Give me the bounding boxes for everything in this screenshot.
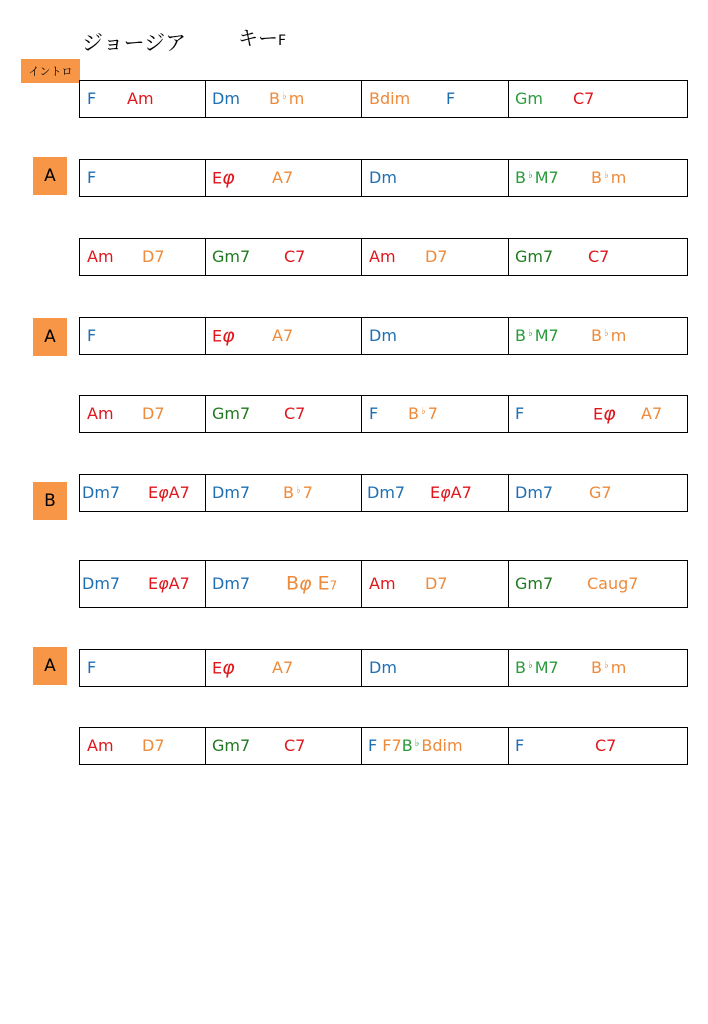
chord: Dm7 — [212, 574, 251, 593]
chord — [212, 656, 235, 679]
chord — [430, 485, 472, 501]
chord: Am — [87, 404, 114, 423]
chord: Dm7 — [212, 483, 251, 502]
chord — [515, 328, 559, 344]
chord: G7 — [589, 483, 612, 502]
chord: Am — [369, 247, 396, 266]
bar-cell — [206, 318, 362, 354]
flat-sign: ♭ — [603, 660, 609, 671]
section-label-intro: イントロ — [21, 59, 80, 83]
chord-root: E — [212, 168, 223, 188]
chord: F — [515, 736, 525, 755]
chord — [212, 166, 235, 189]
chord: C7 — [588, 247, 610, 266]
half-dim-sign: φ — [440, 483, 451, 502]
key-indicator — [238, 22, 286, 51]
chord-root: B — [401, 736, 413, 755]
chord — [212, 324, 235, 347]
bar-cell — [362, 650, 509, 686]
chord: Am — [369, 574, 396, 593]
chord-root: E — [430, 483, 441, 502]
flat-sign: ♭ — [281, 91, 287, 102]
chord: Dm — [212, 89, 240, 108]
chord-root: B — [515, 658, 526, 677]
chord: Gm7 — [515, 574, 554, 593]
chord: D7 — [142, 404, 165, 423]
bar-cell — [362, 728, 509, 764]
chord: Am — [87, 736, 114, 755]
bar-cell — [509, 81, 687, 117]
chord: Dm — [369, 326, 397, 345]
chord-root: E — [317, 572, 330, 595]
bar-cell — [362, 396, 509, 432]
chord: D7 — [425, 247, 448, 266]
chord-root: E — [593, 404, 604, 424]
chord: C7 — [595, 736, 617, 755]
chord-root: B — [269, 89, 280, 108]
chord-root: B — [286, 572, 300, 595]
bar-cell — [509, 318, 687, 354]
flat-sign: ♭ — [295, 485, 301, 496]
half-dim-sign: φ — [222, 324, 235, 347]
flat-sign: ♭ — [420, 406, 426, 417]
chord: Dm — [369, 658, 397, 677]
chord: F7 — [382, 736, 402, 755]
bar-cell — [362, 160, 509, 196]
chord: F — [515, 404, 525, 423]
chord: F — [87, 326, 97, 345]
chord — [591, 328, 626, 344]
bar-cell — [80, 239, 206, 275]
chord — [515, 170, 559, 186]
key-label: キー — [238, 26, 278, 50]
chord: F — [87, 658, 97, 677]
bar-cell — [509, 160, 687, 196]
chord — [286, 572, 338, 595]
chord-row — [79, 560, 688, 608]
chord-row — [79, 649, 688, 687]
chord: C7 — [284, 404, 306, 423]
chord-quality: m — [288, 89, 305, 108]
chord: Am — [87, 247, 114, 266]
half-dim-sign: φ — [603, 402, 616, 425]
bar-cell — [80, 475, 206, 511]
chord-row — [79, 238, 688, 276]
chord-row — [79, 395, 688, 433]
chord — [593, 402, 616, 425]
chord-quality: 7 — [427, 404, 438, 423]
chord: Gm — [515, 89, 543, 108]
bar-cell — [509, 475, 687, 511]
flat-sign: ♭ — [527, 660, 533, 671]
chord — [591, 660, 626, 676]
chord: D7 — [142, 736, 165, 755]
chord-row — [79, 159, 688, 197]
chord: Dm7 — [367, 483, 406, 502]
chord-quality: M7 — [534, 168, 559, 187]
bar-cell — [206, 475, 362, 511]
chord: Bdim — [421, 736, 463, 755]
chord: D7 — [142, 247, 165, 266]
chord — [269, 91, 304, 107]
chord: Dm — [369, 168, 397, 187]
section-label-a: A — [33, 647, 67, 685]
bar-cell — [206, 239, 362, 275]
chord-quality: m — [610, 658, 627, 677]
chord-quality: 7 — [302, 483, 313, 502]
flat-sign: ♭ — [414, 738, 420, 749]
half-dim-sign: φ — [222, 166, 235, 189]
chord-row — [79, 727, 688, 765]
section-label-b: B — [33, 482, 67, 520]
bar-cell — [80, 81, 206, 117]
chord-group — [368, 738, 463, 754]
chord: Dm7 — [82, 483, 121, 502]
chord-root: B — [408, 404, 419, 423]
bar-cell — [80, 650, 206, 686]
chord: A7 — [641, 404, 663, 423]
half-dim-sign: φ — [158, 574, 169, 593]
chord-root: E — [148, 574, 159, 593]
bar-cell — [362, 318, 509, 354]
chord-root: B — [283, 483, 294, 502]
chord-row-intro — [79, 80, 688, 118]
chord-root: B — [591, 658, 602, 677]
chord: F — [369, 404, 379, 423]
chord-root: B — [515, 168, 526, 187]
chord-row — [79, 317, 688, 355]
bar-cell — [80, 318, 206, 354]
chord: F — [87, 168, 97, 187]
chord: Dm7 — [82, 574, 121, 593]
bar-cell — [206, 650, 362, 686]
key-value: F — [278, 33, 287, 49]
bar-cell — [206, 396, 362, 432]
chord-root: E — [212, 658, 223, 678]
half-dim-sign: φ — [222, 656, 235, 679]
bar-cell — [362, 81, 509, 117]
chord: A7 — [272, 168, 294, 187]
chord — [408, 406, 438, 422]
bar-cell — [80, 160, 206, 196]
flat-sign: ♭ — [527, 328, 533, 339]
chord-root: B — [591, 168, 602, 187]
bar-cell — [362, 239, 509, 275]
chord-quality: m — [610, 326, 627, 345]
chord — [515, 660, 559, 676]
bar-cell — [206, 728, 362, 764]
chord: C7 — [284, 247, 306, 266]
bar-cell — [362, 561, 509, 607]
chord-root: B — [591, 326, 602, 345]
chord-root: E — [148, 483, 159, 502]
flat-sign: ♭ — [527, 170, 533, 181]
chord: A7 — [272, 658, 294, 677]
chord: Gm7 — [212, 247, 251, 266]
chord — [148, 576, 190, 592]
chord: Caug7 — [587, 574, 639, 593]
half-dim-sign: φ — [299, 572, 312, 595]
bar-cell — [80, 728, 206, 764]
flat-sign: ♭ — [603, 328, 609, 339]
section-label-a: A — [33, 157, 67, 195]
chord: Dm7 — [515, 483, 554, 502]
bar-cell — [80, 396, 206, 432]
section-label-a: A — [33, 318, 67, 356]
chord: F — [446, 89, 456, 108]
flat-sign: ♭ — [603, 170, 609, 181]
chord-quality: m — [610, 168, 627, 187]
chord-root: A7 — [168, 483, 190, 502]
chord-root: E — [212, 326, 223, 346]
chord: Gm7 — [212, 736, 251, 755]
chord: Bdim — [369, 89, 411, 108]
bar-cell — [509, 728, 687, 764]
chord: Gm7 — [515, 247, 554, 266]
chord: C7 — [573, 89, 595, 108]
bar-cell — [362, 475, 509, 511]
bar-cell — [509, 239, 687, 275]
bar-cell — [80, 561, 206, 607]
chord-root: A7 — [168, 574, 190, 593]
bar-cell — [509, 650, 687, 686]
chord: C7 — [284, 736, 306, 755]
chord — [591, 170, 626, 186]
chord: D7 — [425, 574, 448, 593]
chord-row — [79, 474, 688, 512]
bar-cell — [206, 160, 362, 196]
chord: Am — [127, 89, 154, 108]
chord — [148, 485, 190, 501]
bar-cell — [509, 396, 687, 432]
bar-cell — [509, 561, 687, 607]
chord-root: B — [515, 326, 526, 345]
chord-quality: 7 — [329, 578, 338, 593]
chord: F — [87, 89, 97, 108]
bar-cell — [206, 81, 362, 117]
chord: A7 — [272, 326, 294, 345]
bar-cell — [206, 561, 362, 607]
chord-root: A7 — [450, 483, 472, 502]
chord: F — [368, 736, 378, 755]
half-dim-sign: φ — [158, 483, 169, 502]
song-title: ジョージア — [82, 31, 187, 55]
chord: Gm7 — [212, 404, 251, 423]
chord-quality: M7 — [534, 658, 559, 677]
chord-quality: M7 — [534, 326, 559, 345]
chord — [283, 485, 313, 501]
